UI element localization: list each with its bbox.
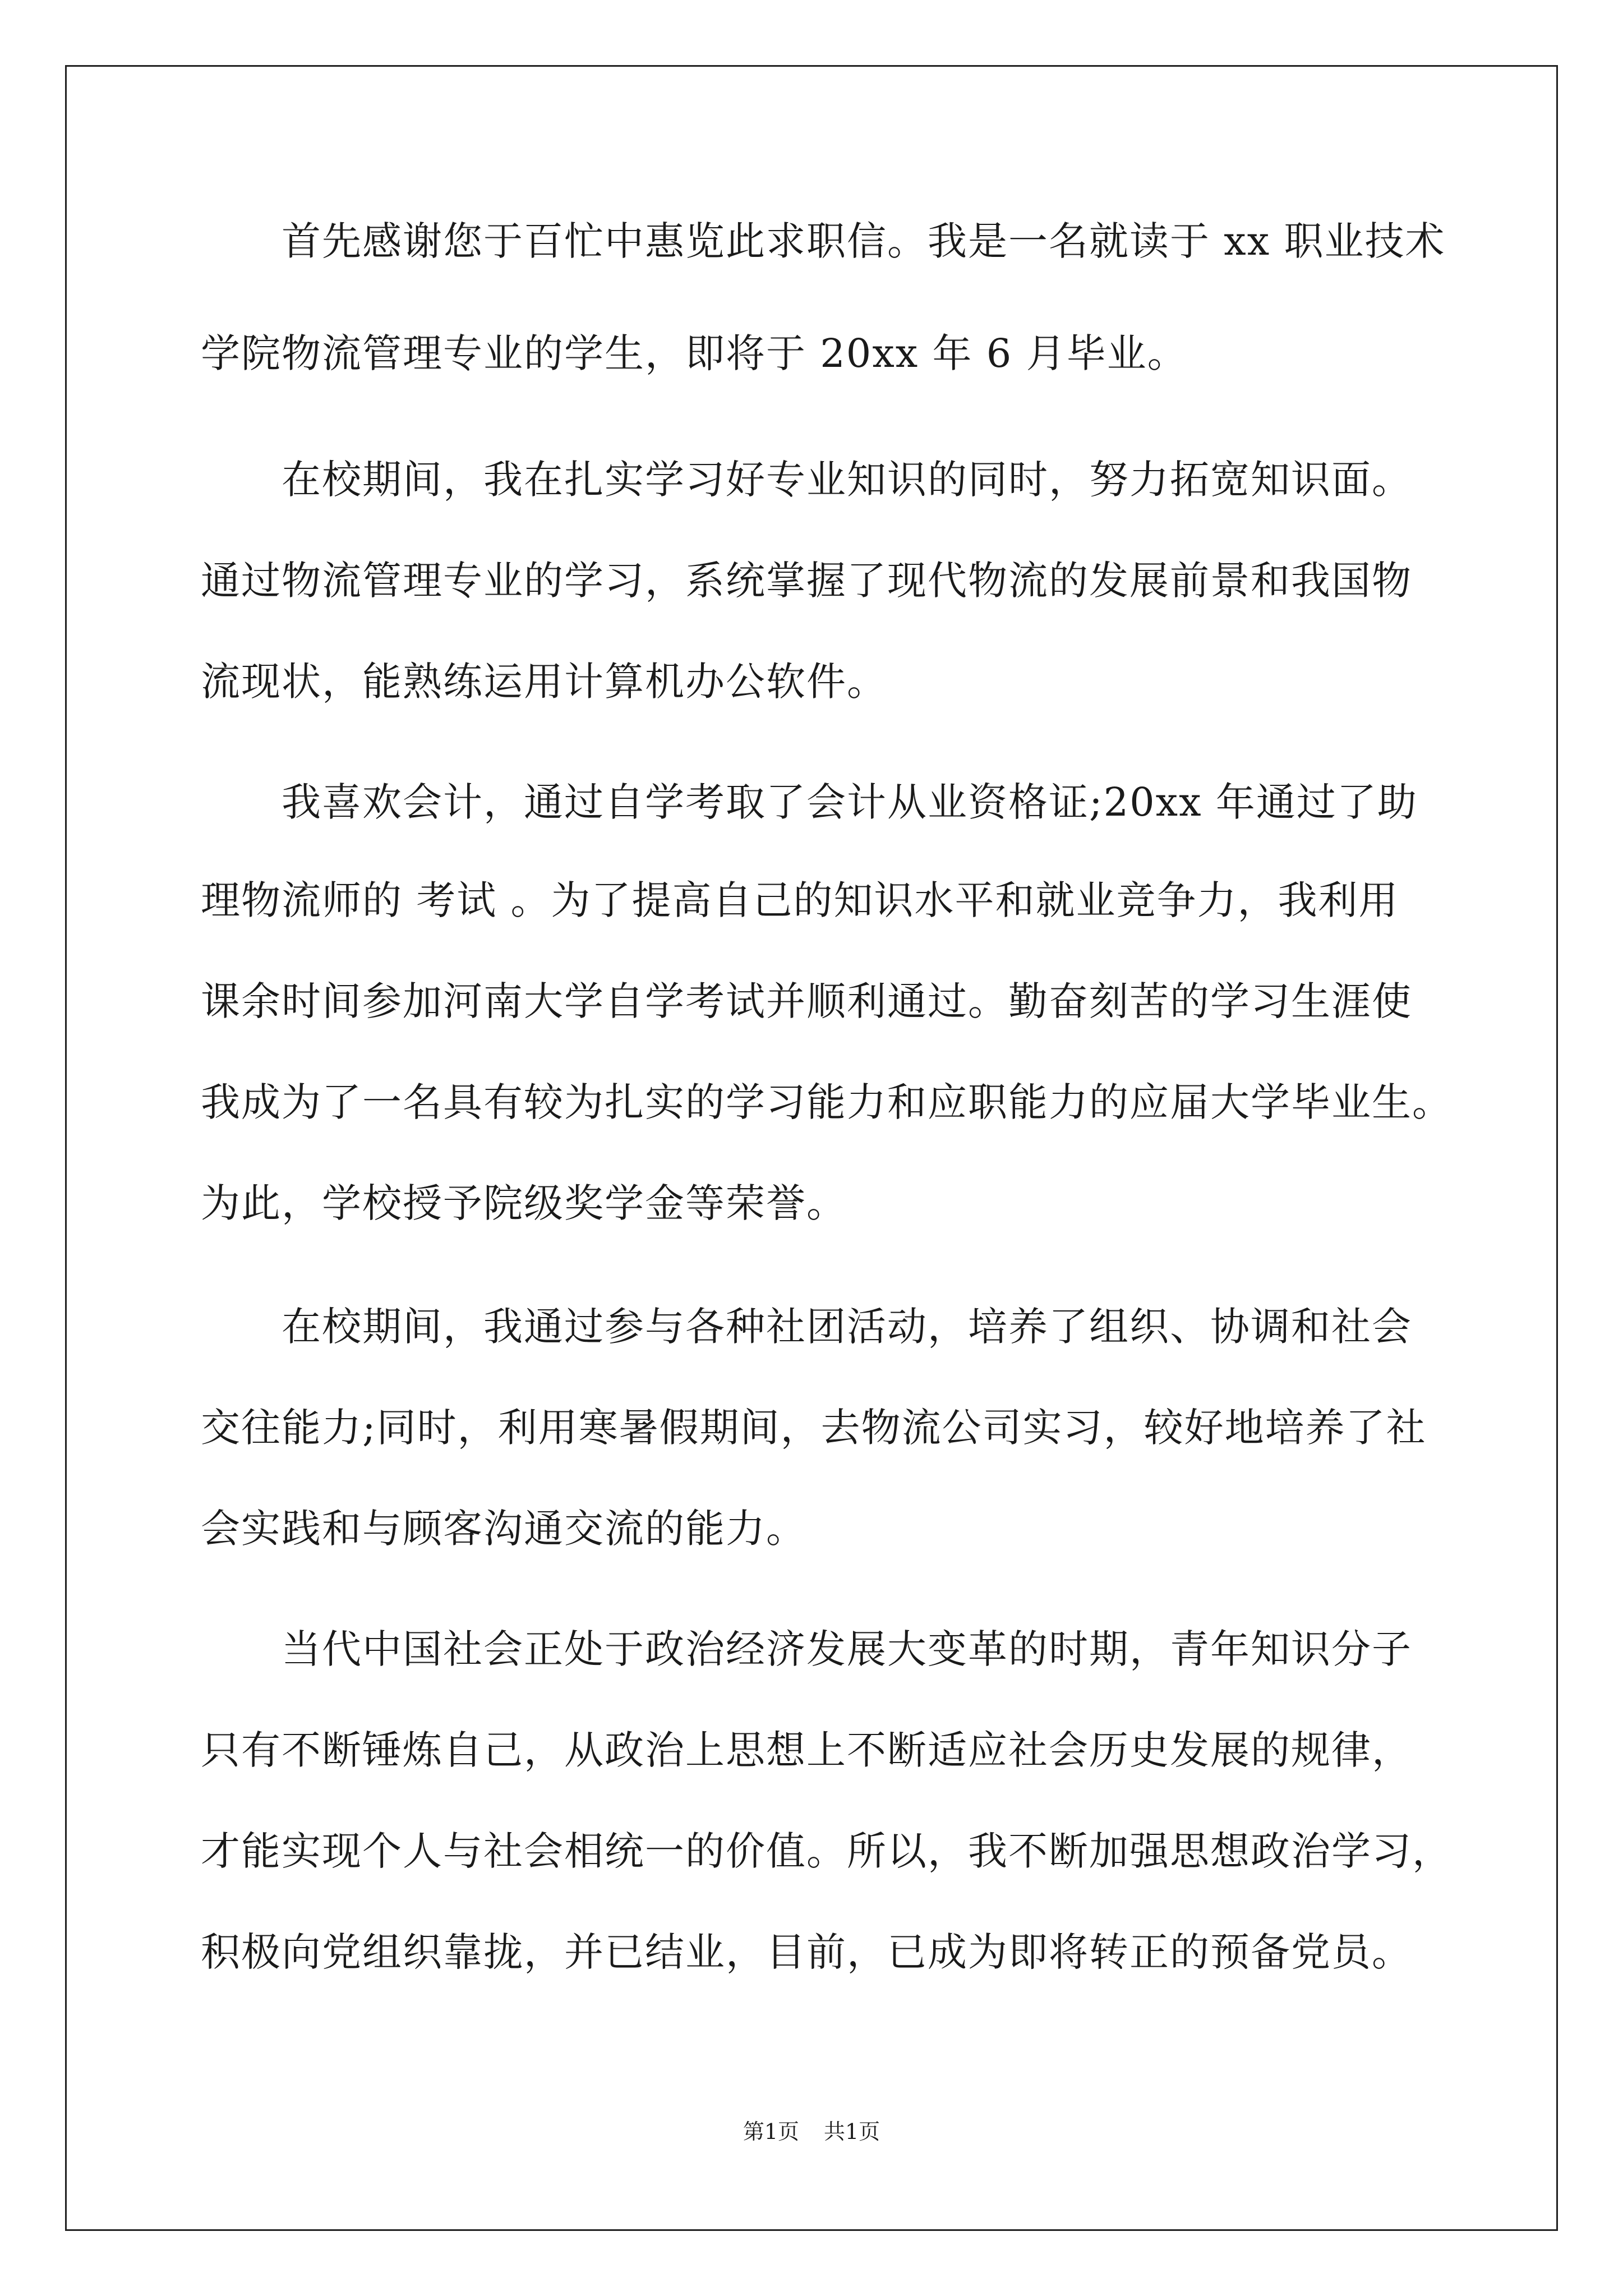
page-border xyxy=(65,65,1558,2231)
body-line: 流现状，能熟练运用计算机办公软件。 xyxy=(201,659,887,705)
body-line: 只有不断锤炼自己，从政治上思想上不断适应社会历史发展的规律， xyxy=(201,1727,1412,1773)
body-line: 首先感谢您于百忙中惠览此求职信。我是一名就读于 xx 职业技术 xyxy=(201,218,1446,264)
body-line: 课余时间参加河南大学自学考试并顺利通过。勤奋刻苦的学习生涯使 xyxy=(201,978,1412,1024)
body-line: 理物流师的 考试 。为了提高自己的知识水平和就业竞争力，我利用 xyxy=(201,877,1399,923)
page-number: 第1页 xyxy=(743,2119,799,2144)
page-footer xyxy=(0,2120,1623,2143)
body-line: 交往能力;同时，利用寒暑假期间，去物流公司实习，较好地培养了社 xyxy=(201,1405,1427,1451)
body-line: 在校期间，我通过参与各种社团活动，培养了组织、协调和社会 xyxy=(201,1304,1412,1350)
page-total: 共1页 xyxy=(824,2119,880,2144)
body-line: 学院物流管理专业的学生，即将于 20xx 年 6 月毕业。 xyxy=(201,330,1188,376)
body-line: 我成为了一名具有较为扎实的学习能力和应职能力的应届大学毕业生。 xyxy=(201,1079,1453,1125)
body-line: 在校期间，我在扎实学习好专业知识的同时，努力拓宽知识面。 xyxy=(201,457,1412,503)
body-line: 才能实现个人与社会相统一的价值。所以，我不断加强思想政治学习， xyxy=(201,1828,1453,1874)
body-line: 我喜欢会计，通过自学考取了会计从业资格证;20xx 年通过了助 xyxy=(201,779,1418,825)
body-line: 会实践和与顾客沟通交流的能力。 xyxy=(201,1506,806,1552)
body-line: 为此，学校授予院级奖学金等荣誉。 xyxy=(201,1180,847,1226)
body-line: 当代中国社会正处于政治经济发展大变革的时期，青年知识分子 xyxy=(201,1626,1412,1672)
body-line: 积极向党组织靠拢，并已结业，目前，已成为即将转正的预备党员。 xyxy=(201,1929,1412,1975)
body-line: 通过物流管理专业的学习，系统掌握了现代物流的发展前景和我国物 xyxy=(201,558,1412,604)
